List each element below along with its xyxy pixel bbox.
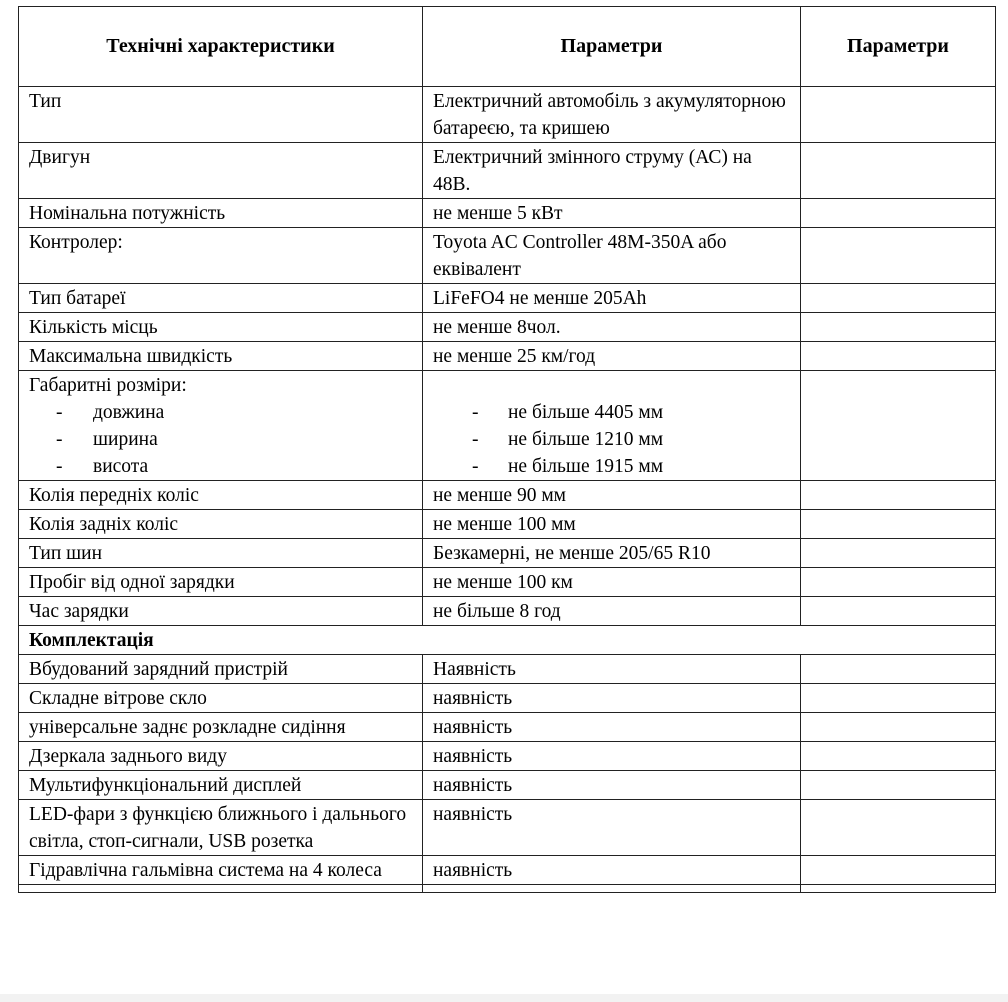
table-row — [19, 342, 996, 371]
value-cell: не менше 8чол. — [423, 313, 801, 342]
extra-cell — [801, 856, 996, 885]
extra-cell — [801, 228, 996, 284]
dimension-value-text: не більше 1210 мм — [508, 429, 664, 450]
extra-cell — [801, 510, 996, 539]
list-dash: - — [472, 456, 479, 477]
table-row — [19, 228, 996, 284]
spec-cell: Максимальна швидкість — [19, 342, 423, 371]
value-cell: наявність — [423, 771, 801, 800]
list-dash: - — [56, 456, 63, 477]
dimension-item — [29, 426, 412, 453]
table-row — [19, 771, 996, 800]
extra-cell — [801, 684, 996, 713]
dimension-value-text: не більше 4405 мм — [508, 402, 664, 423]
spec-cell: Колія задніх коліс — [19, 510, 423, 539]
section-row — [19, 626, 996, 655]
value-cell: Toyota AC Controller 48M-350A або еквівалент — [423, 228, 801, 284]
value-cell-dimensions — [423, 371, 801, 481]
spec-cell: Дзеркала заднього виду — [19, 742, 423, 771]
spec-cell: універсальне заднє розкладне сидіння — [19, 713, 423, 742]
table-row — [19, 742, 996, 771]
spec-cell: LED-фари з функцією ближнього і дальнього світла, стоп-сигнали, USB розетка — [19, 800, 423, 856]
spec-cell: Номінальна потужність — [19, 199, 423, 228]
spec-cell: Колія передніх коліс — [19, 481, 423, 510]
value-cell: наявність — [423, 800, 801, 856]
extra-cell — [801, 87, 996, 143]
extra-cell — [801, 371, 996, 481]
table-row — [19, 481, 996, 510]
value-cell: LiFeFO4 не менше 205Ah — [423, 284, 801, 313]
spec-cell: Час зарядки — [19, 597, 423, 626]
extra-cell — [801, 771, 996, 800]
extra-cell — [801, 742, 996, 771]
value-cell: Безкамерні, не менше 205/65 R10 — [423, 539, 801, 568]
dimension-name: довжина — [93, 402, 165, 423]
value-cell: не менше 5 кВт — [423, 199, 801, 228]
spec-cell: Тип шин — [19, 539, 423, 568]
table-row — [19, 87, 996, 143]
extra-cell — [801, 342, 996, 371]
extra-cell — [801, 568, 996, 597]
spec-cell: Контролер: — [19, 228, 423, 284]
value-cell: не менше 100 км — [423, 568, 801, 597]
dimension-value — [433, 399, 790, 426]
table-row — [19, 856, 996, 885]
value-cell: не менше 100 мм — [423, 510, 801, 539]
spec-cell: Вбудований зарядний пристрій — [19, 655, 423, 684]
value-cell: Електричний автомобіль з акумуляторною батареєю, та кришею — [423, 87, 801, 143]
value-cell: наявність — [423, 684, 801, 713]
list-dash: - — [56, 429, 63, 450]
header-params: Параметри — [423, 7, 801, 87]
value-cell: не більше 8 год — [423, 597, 801, 626]
value-cell: наявність — [423, 713, 801, 742]
header-spec: Технічні характеристики — [19, 7, 423, 87]
extra-cell — [801, 199, 996, 228]
table-row-cut-off — [19, 885, 996, 893]
list-dash: - — [472, 429, 479, 450]
value-cell: наявність — [423, 742, 801, 771]
table-row — [19, 713, 996, 742]
list-dash: - — [472, 402, 479, 423]
spec-cell: Двигун — [19, 143, 423, 199]
table-row — [19, 539, 996, 568]
table-row — [19, 313, 996, 342]
table-row — [19, 284, 996, 313]
table-row — [19, 143, 996, 199]
table-row — [19, 684, 996, 713]
list-dash: - — [56, 402, 63, 423]
dimension-item — [29, 399, 412, 426]
table-row — [19, 597, 996, 626]
spec-cell: Кількість місць — [19, 313, 423, 342]
dimension-name: ширина — [93, 429, 158, 450]
value-cell: наявність — [423, 856, 801, 885]
spec-cell: Тип — [19, 87, 423, 143]
table-header-row — [19, 7, 996, 87]
table-row — [19, 568, 996, 597]
dimension-value — [433, 453, 790, 480]
extra-cell — [801, 313, 996, 342]
value-cell: Наявність — [423, 655, 801, 684]
dimension-value — [433, 426, 790, 453]
dimension-name: висота — [93, 456, 149, 477]
spec-cell: Пробіг від одної зарядки — [19, 568, 423, 597]
table-row — [19, 199, 996, 228]
dimension-value-text: не більше 1915 мм — [508, 456, 664, 477]
extra-cell — [801, 800, 996, 856]
extra-cell — [801, 284, 996, 313]
extra-cell — [801, 143, 996, 199]
section-heading: Комплектація — [19, 626, 996, 655]
table-row-dimensions — [19, 371, 996, 481]
value-cell: не менше 25 км/год — [423, 342, 801, 371]
value-cell: не менше 90 мм — [423, 481, 801, 510]
table-row — [19, 510, 996, 539]
extra-cell — [801, 713, 996, 742]
value-cell: Електричний змінного струму (АС) на 48В. — [423, 143, 801, 199]
extra-cell — [801, 481, 996, 510]
table-row — [19, 655, 996, 684]
spec-cell: Мультифункціональний дисплей — [19, 771, 423, 800]
dimension-item — [29, 453, 412, 480]
dimensions-label: Габаритні розміри: — [29, 375, 187, 396]
extra-cell — [801, 655, 996, 684]
spec-cell: Складне вітрове скло — [19, 684, 423, 713]
header-params-2: Параметри — [801, 7, 996, 87]
extra-cell — [801, 539, 996, 568]
spec-cell-dimensions — [19, 371, 423, 481]
spec-table — [18, 6, 996, 893]
spec-cell: Тип батареї — [19, 284, 423, 313]
table-row — [19, 800, 996, 856]
spec-cell: Гідравлічна гальмівна система на 4 колеса — [19, 856, 423, 885]
extra-cell — [801, 597, 996, 626]
